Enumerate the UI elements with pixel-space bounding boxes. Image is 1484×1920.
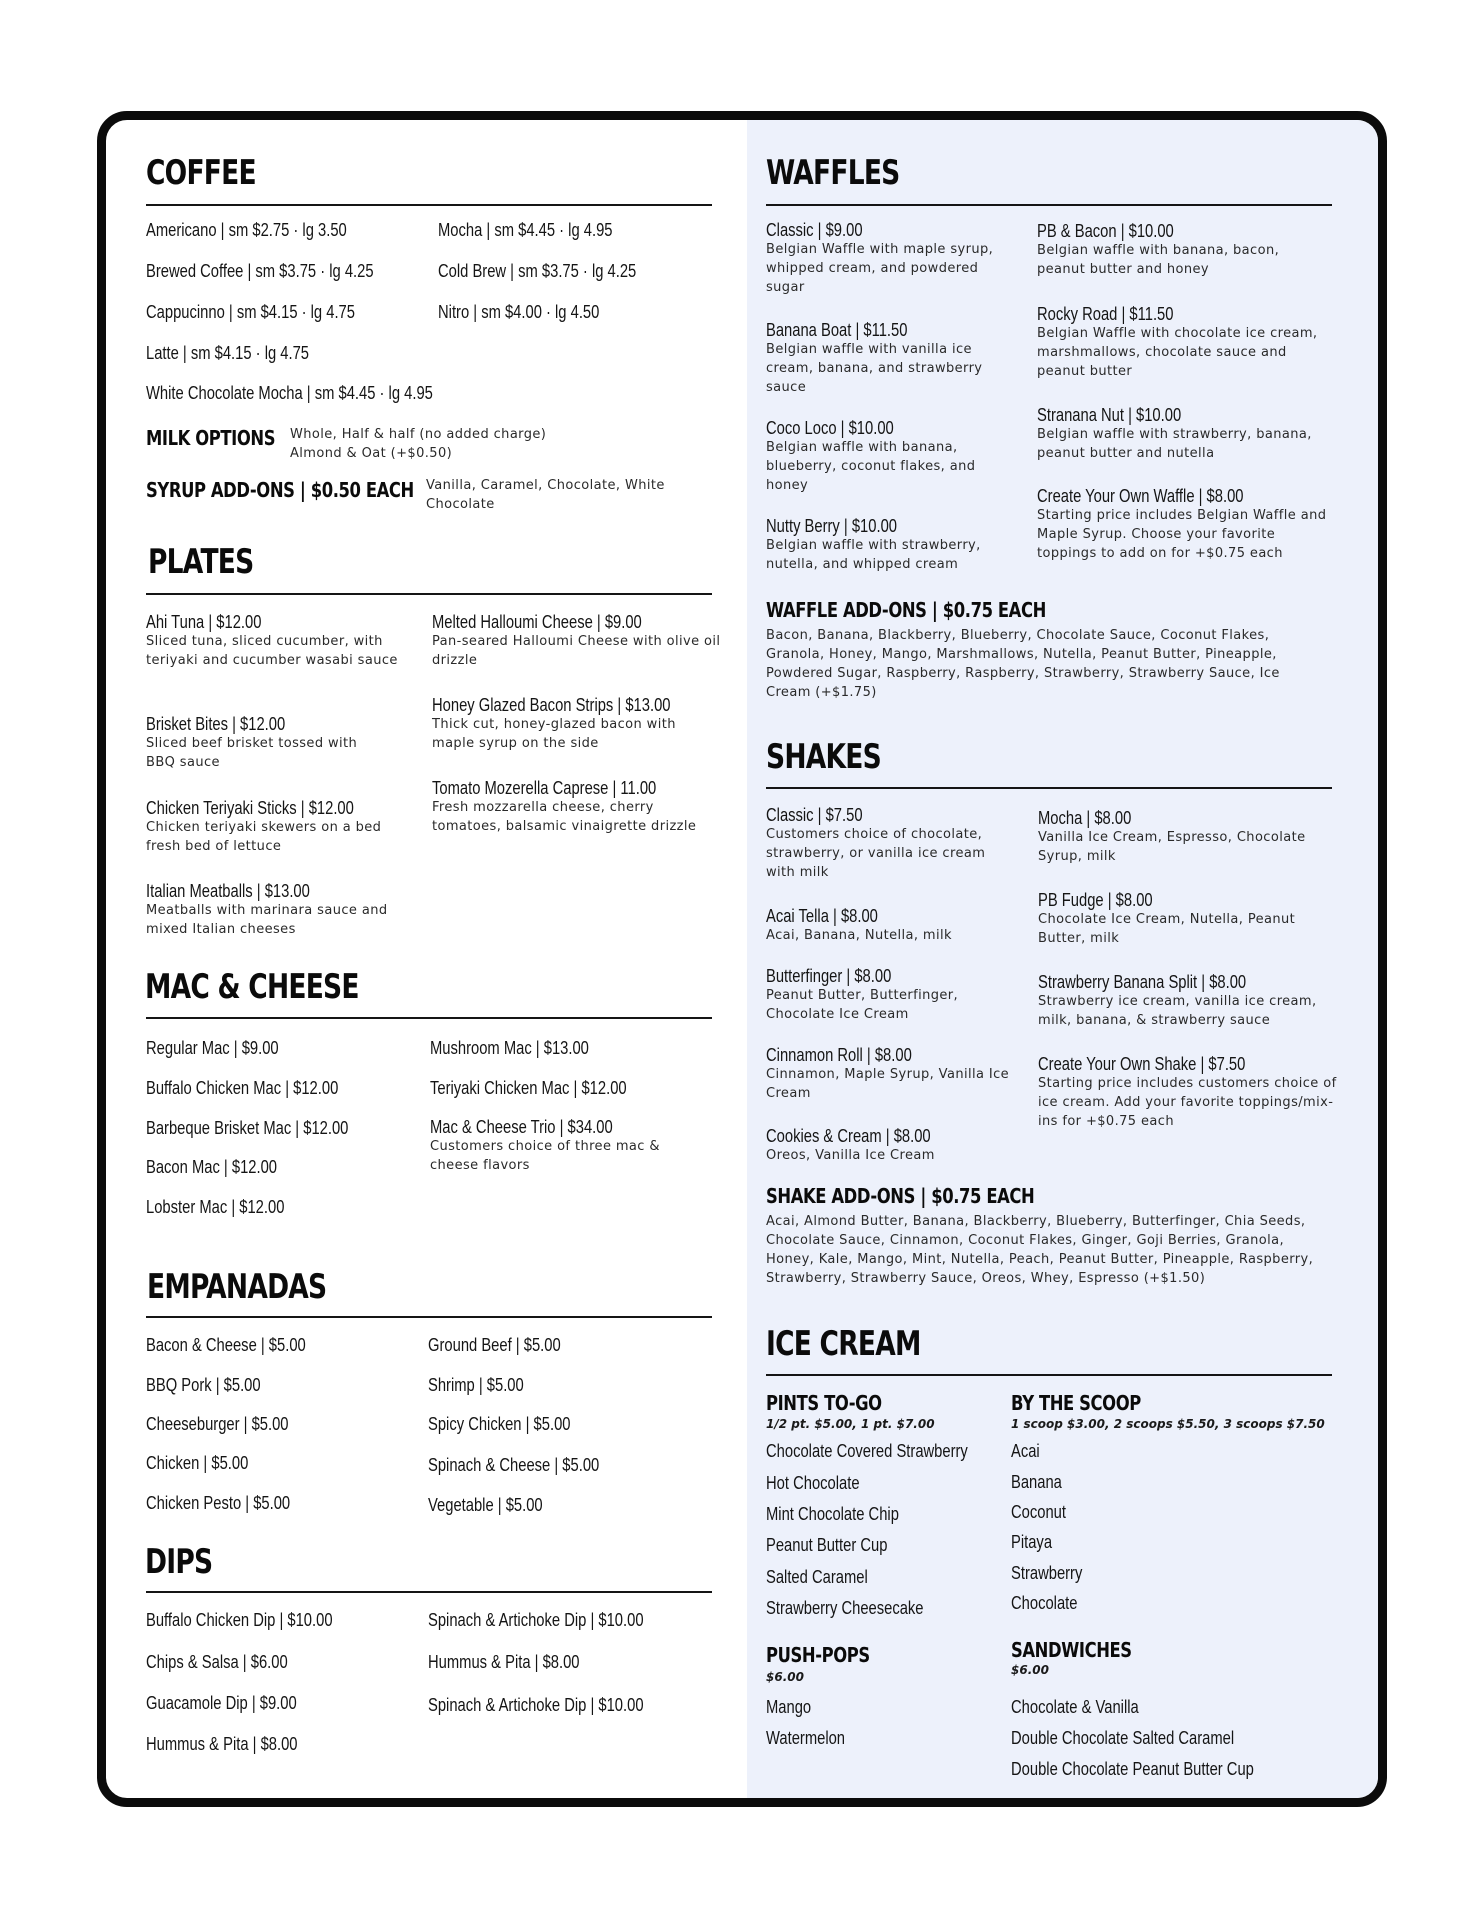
menu-item (428, 1652, 613, 1672)
item-name: Brewed Coffee | sm $3.75 · lg 4.25 (146, 261, 374, 281)
menu-item (428, 1455, 637, 1475)
menu-item (146, 1652, 319, 1672)
item-name: PB & Bacon | $10.00 (1037, 221, 1174, 241)
push-pops-label: PUSH-POPS (766, 1643, 870, 1667)
menu-item (146, 612, 406, 670)
flavor-item: Double Chocolate Salted Caramel (1011, 1728, 1235, 1748)
item-name: Vegetable | $5.00 (428, 1495, 543, 1515)
item-name: Create Your Own Waffle | $8.00 (1037, 486, 1244, 506)
scoop-label: BY THE SCOOP (1011, 1391, 1141, 1415)
flavor-item: Banana (1011, 1472, 1062, 1492)
ice-cream-rule (766, 1374, 1332, 1376)
shake-addons-label: SHAKE ADD-ONS | $0.75 EACH (766, 1184, 1035, 1208)
menu-item (1037, 221, 1307, 279)
menu-item (1037, 405, 1337, 463)
item-name: Mushroom Mac | $13.00 (430, 1038, 589, 1058)
menu-item (432, 778, 722, 836)
item-description: Starting price includes customers choice of ice cream. Add your favorite toppings/mix-ins for +$0.75 each (1038, 1076, 1337, 1129)
flavor-item: Mint Chocolate Chip (766, 1504, 899, 1524)
item-description: Sliced beef brisket tossed with BBQ sauce (146, 736, 358, 770)
menu-item (428, 1695, 691, 1715)
menu-item (146, 1335, 341, 1355)
plates-heading: PLATES (148, 542, 254, 582)
menu-item (146, 261, 424, 281)
item-name: Chicken | $5.00 (146, 1453, 249, 1473)
empanadas-rule (146, 1316, 712, 1318)
menu-item (146, 1197, 315, 1217)
item-name: Buffalo Chicken Mac | $12.00 (146, 1078, 339, 1098)
flavor-item: Strawberry (1011, 1563, 1083, 1583)
item-description: Fresh mozzarella cheese, cherry tomatoes, balsamic vinaigrette drizzle (432, 800, 697, 834)
flavor-item: Double Chocolate Peanut Butter Cup (1011, 1759, 1254, 1779)
waffles-rule (766, 204, 1332, 206)
menu-item (428, 1495, 568, 1515)
menu-item (432, 695, 702, 753)
item-name: Bacon & Cheese | $5.00 (146, 1335, 306, 1355)
item-description: Belgian waffle with banana, blueberry, coconut flakes, and honey (766, 440, 976, 493)
syrup-addons-text: Vanilla, Caramel, Chocolate, White Chocolate (426, 478, 665, 512)
flavor-item: Strawberry Cheesecake (766, 1598, 924, 1618)
item-description: Strawberry ice cream, vanilla ice cream, milk, banana, & strawberry sauce (1038, 994, 1317, 1028)
item-description: Meatballs with marinara sauce and mixed Italian cheeses (146, 903, 388, 937)
flavor-item: Hot Chocolate (766, 1473, 860, 1493)
menu-item (766, 320, 1006, 397)
item-name: Hummus & Pita | $8.00 (428, 1652, 580, 1672)
item-name: Regular Mac | $9.00 (146, 1038, 279, 1058)
item-description: Chocolate Ice Cream, Nutella, Peanut Butter, milk (1038, 912, 1296, 946)
menu-item (146, 881, 406, 939)
menu-item (430, 1117, 690, 1175)
empanadas-heading: EMPANADAS (147, 1267, 327, 1307)
item-description: Vanilla Ice Cream, Espresso, Chocolate Syrup, milk (1038, 830, 1306, 864)
item-name: Ground Beef | $5.00 (428, 1335, 561, 1355)
shake-addons-text: Acai, Almond Butter, Banana, Blackberry, Blueberry, Butterfinger, Chia Seeds, Chocolate Sauce, Cinnamon, Coconut Flakes, Ginger, Goji Berries, Granola, Honey, Kale, Mango, Mint, Nutella, Peach, Peanut Butter, Pineapple, Raspberry, Strawberry, Strawberry Sauce, Oreos, Whey, Espresso (+$1.50) (766, 1214, 1314, 1286)
menu-item (1038, 972, 1338, 1030)
sandwiches-price: $6.00 (1011, 1663, 1049, 1677)
flavor-item: Salted Caramel (766, 1567, 868, 1587)
flavor-item: Pitaya (1011, 1532, 1053, 1552)
menu-item (428, 1335, 590, 1355)
shakes-rule (766, 787, 1332, 789)
menu-item (146, 302, 401, 322)
item-name: Ahi Tuna | $12.00 (146, 612, 262, 632)
item-name: Shrimp | $5.00 (428, 1375, 524, 1395)
item-name: Cheeseburger | $5.00 (146, 1414, 289, 1434)
menu-frame (97, 111, 1387, 1807)
item-name: Spinach & Artichoke Dip | $10.00 (428, 1695, 644, 1715)
flavor-item: Mango (766, 1697, 812, 1717)
item-name: Stranana Nut | $10.00 (1037, 405, 1182, 425)
coffee-heading: COFFEE (146, 153, 256, 193)
milk-options-text: Whole, Half & half (no added charge) Almond & Oat (+$0.50) (290, 427, 547, 461)
item-description: Belgian waffle with strawberry, nutella, and whipped cream (766, 538, 981, 572)
menu-item (432, 612, 722, 670)
scoop-price: 1 scoop $3.00, 2 scoops $5.50, 3 scoops $7.50 (1011, 1417, 1325, 1431)
flavor-item: Chocolate Covered Strawberry (766, 1441, 968, 1461)
menu-item (1037, 486, 1327, 563)
flavor-item: Watermelon (766, 1728, 846, 1748)
flavor-item: Chocolate & Vanilla (1011, 1697, 1139, 1717)
menu-item (146, 343, 345, 363)
pints-label: PINTS TO-GO (766, 1391, 882, 1415)
item-name: Create Your Own Shake | $7.50 (1038, 1054, 1246, 1074)
item-description: Cinnamon, Maple Syrup, Vanilla Ice Cream (766, 1067, 1010, 1101)
item-name: Classic | $9.00 (766, 220, 863, 240)
waffle-addons-text: Bacon, Banana, Blackberry, Blueberry, Chocolate Sauce, Coconut Flakes, Granola, Honey, Mango, Marshmallows, Nutella, Peanut Butter, Pineapple, Powdered Sugar, Raspberry, Raspberry, Strawberry, Strawberry Sauce, Ice Cream (+$1.75) (766, 628, 1280, 700)
mac-cheese-rule (146, 1017, 712, 1019)
dips-rule (146, 1591, 712, 1593)
item-name: Bacon Mac | $12.00 (146, 1157, 278, 1177)
item-name: Classic | $7.50 (766, 805, 863, 825)
item-description: Sliced tuna, sliced cucumber, with teriyaki and cucumber wasabi sauce (146, 634, 398, 668)
waffles-heading: WAFFLES (766, 153, 900, 193)
menu-item (146, 1414, 320, 1434)
item-description: Belgian Waffle with maple syrup, whipped cream, and powdered sugar (766, 242, 994, 295)
item-name: Teriyaki Chicken Mac | $12.00 (430, 1078, 627, 1098)
menu-item (766, 1126, 1016, 1165)
item-name: Melted Halloumi Cheese | $9.00 (432, 612, 642, 632)
menu-item (146, 1610, 374, 1630)
shakes-heading: SHAKES (766, 737, 881, 777)
menu-item (438, 220, 651, 240)
item-name: Mocha | $8.00 (1038, 808, 1132, 828)
item-name: Chicken Teriyaki Sticks | $12.00 (146, 798, 354, 818)
item-description: Peanut Butter, Butterfinger, Chocolate Ice Cream (766, 988, 959, 1022)
item-name: Tomato Mozerella Caprese | 11.00 (432, 778, 657, 798)
item-name: Latte | sm $4.15 · lg 4.75 (146, 343, 310, 363)
item-name: Chips & Salsa | $6.00 (146, 1652, 288, 1672)
waffle-addons-label: WAFFLE ADD-ONS | $0.75 EACH (766, 598, 1046, 622)
item-name: Lobster Mac | $12.00 (146, 1197, 285, 1217)
dips-heading: DIPS (145, 1542, 213, 1582)
mac-cheese-heading: MAC & CHEESE (145, 967, 359, 1007)
item-name: Coco Loco | $10.00 (766, 418, 894, 438)
item-name: Mac & Cheese Trio | $34.00 (430, 1117, 613, 1137)
menu-item (146, 1118, 393, 1138)
item-description: Belgian waffle with vanilla ice cream, banana, and strawberry sauce (766, 342, 983, 395)
item-description: Thick cut, honey-glazed bacon with maple syrup on the side (432, 717, 676, 751)
item-name: Italian Meatballs | $13.00 (146, 881, 310, 901)
item-description: Customers choice of three mac & cheese flavors (430, 1139, 660, 1173)
menu-item (146, 714, 386, 772)
coffee-rule (146, 204, 712, 206)
item-name: Brisket Bites | $12.00 (146, 714, 286, 734)
menu-item (766, 220, 1016, 297)
syrup-addons-label: SYRUP ADD-ONS | $0.50 EACH (146, 478, 414, 502)
menu-item (146, 220, 391, 240)
menu-item (428, 1375, 545, 1395)
item-description: Belgian waffle with strawberry, banana, peanut butter and nutella (1037, 427, 1312, 461)
item-name: White Chocolate Mocha | sm $4.45 · lg 4.95 (146, 383, 433, 403)
item-name: Rocky Road | $11.50 (1037, 304, 1174, 324)
sandwiches-label: SANDWICHES (1011, 1638, 1132, 1662)
menu-item (766, 1045, 1016, 1103)
menu-item (146, 1038, 308, 1058)
menu-item (146, 1078, 380, 1098)
menu-item (438, 261, 680, 281)
item-name: Nutty Berry | $10.00 (766, 516, 897, 536)
item-name: Spinach & Cheese | $5.00 (428, 1455, 600, 1475)
menu-item (146, 383, 496, 403)
item-name: Chicken Pesto | $5.00 (146, 1493, 291, 1513)
item-name: Hummus & Pita | $8.00 (146, 1734, 298, 1754)
item-name: Acai Tella | $8.00 (766, 906, 878, 926)
item-name: Spicy Chicken | $5.00 (428, 1414, 571, 1434)
flavor-item: Acai (1011, 1441, 1040, 1461)
pints-price: 1/2 pt. $5.00, 1 pt. $7.00 (766, 1417, 935, 1431)
flavor-item: Coconut (1011, 1502, 1066, 1522)
menu-item (430, 1038, 624, 1058)
item-name: Mocha | sm $4.45 · lg 4.95 (438, 220, 613, 240)
ice-cream-heading: ICE CREAM (766, 1324, 921, 1364)
menu-item (766, 418, 996, 495)
item-name: BBQ Pork | $5.00 (146, 1375, 261, 1395)
menu-item (1038, 890, 1328, 948)
item-name: Honey Glazed Bacon Strips | $13.00 (432, 695, 671, 715)
flavor-item: Peanut Butter Cup (766, 1535, 888, 1555)
item-name: Barbeque Brisket Mac | $12.00 (146, 1118, 349, 1138)
menu-item (146, 798, 406, 856)
menu-item (146, 1157, 306, 1177)
menu-item (766, 516, 1006, 574)
item-name: Cold Brew | sm $3.75 · lg 4.25 (438, 261, 637, 281)
item-name: Cookies & Cream | $8.00 (766, 1126, 931, 1146)
item-name: Buffalo Chicken Dip | $10.00 (146, 1610, 333, 1630)
item-name: Strawberry Banana Split | $8.00 (1038, 972, 1247, 992)
menu-item (766, 805, 1016, 882)
item-description: Belgian Waffle with chocolate ice cream, marshmallows, chocolate sauce and peanut butter (1037, 326, 1318, 379)
push-pops-price: $6.00 (766, 1670, 804, 1684)
item-description: Oreos, Vanilla Ice Cream (766, 1148, 935, 1163)
item-description: Belgian waffle with banana, bacon, peanut butter and honey (1037, 243, 1280, 277)
menu-item (438, 302, 635, 322)
flavor-item: Chocolate (1011, 1593, 1078, 1613)
menu-item (766, 966, 1016, 1024)
menu-item (1038, 1054, 1338, 1131)
menu-item (428, 1610, 691, 1630)
item-name: Spinach & Artichoke Dip | $10.00 (428, 1610, 644, 1630)
item-name: Cinnamon Roll | $8.00 (766, 1045, 912, 1065)
menu-item (430, 1078, 670, 1098)
menu-item (1037, 304, 1337, 381)
item-name: PB Fudge | $8.00 (1038, 890, 1153, 910)
menu-item (146, 1453, 271, 1473)
item-name: Nitro | sm $4.00 · lg 4.50 (438, 302, 600, 322)
plates-rule (146, 593, 712, 595)
menu-item (146, 1693, 330, 1713)
item-name: Butterfinger | $8.00 (766, 966, 892, 986)
item-name: Guacamole Dip | $9.00 (146, 1693, 297, 1713)
item-description: Acai, Banana, Nutella, milk (766, 928, 952, 943)
menu-item (428, 1414, 602, 1434)
menu-item (766, 906, 1016, 945)
menu-item (146, 1375, 286, 1395)
item-description: Pan-seared Halloumi Cheese with olive oil drizzle (432, 634, 721, 668)
item-description: Chicken teriyaki skewers on a bed fresh bed of lettuce (146, 820, 382, 854)
item-name: Banana Boat | $11.50 (766, 320, 908, 340)
menu-item (146, 1734, 331, 1754)
menu-item (1038, 808, 1338, 866)
menu-item (146, 1493, 322, 1513)
item-name: Americano | sm $2.75 · lg 3.50 (146, 220, 347, 240)
item-description: Customers choice of chocolate, strawberry, or vanilla ice cream with milk (766, 827, 986, 880)
item-name: Cappucinno | sm $4.15 · lg 4.75 (146, 302, 355, 322)
milk-options-label: MILK OPTIONS (146, 426, 276, 450)
item-description: Starting price includes Belgian Waffle and Maple Syrup. Choose your favorite toppings to add on for +$0.75 each (1037, 508, 1327, 561)
